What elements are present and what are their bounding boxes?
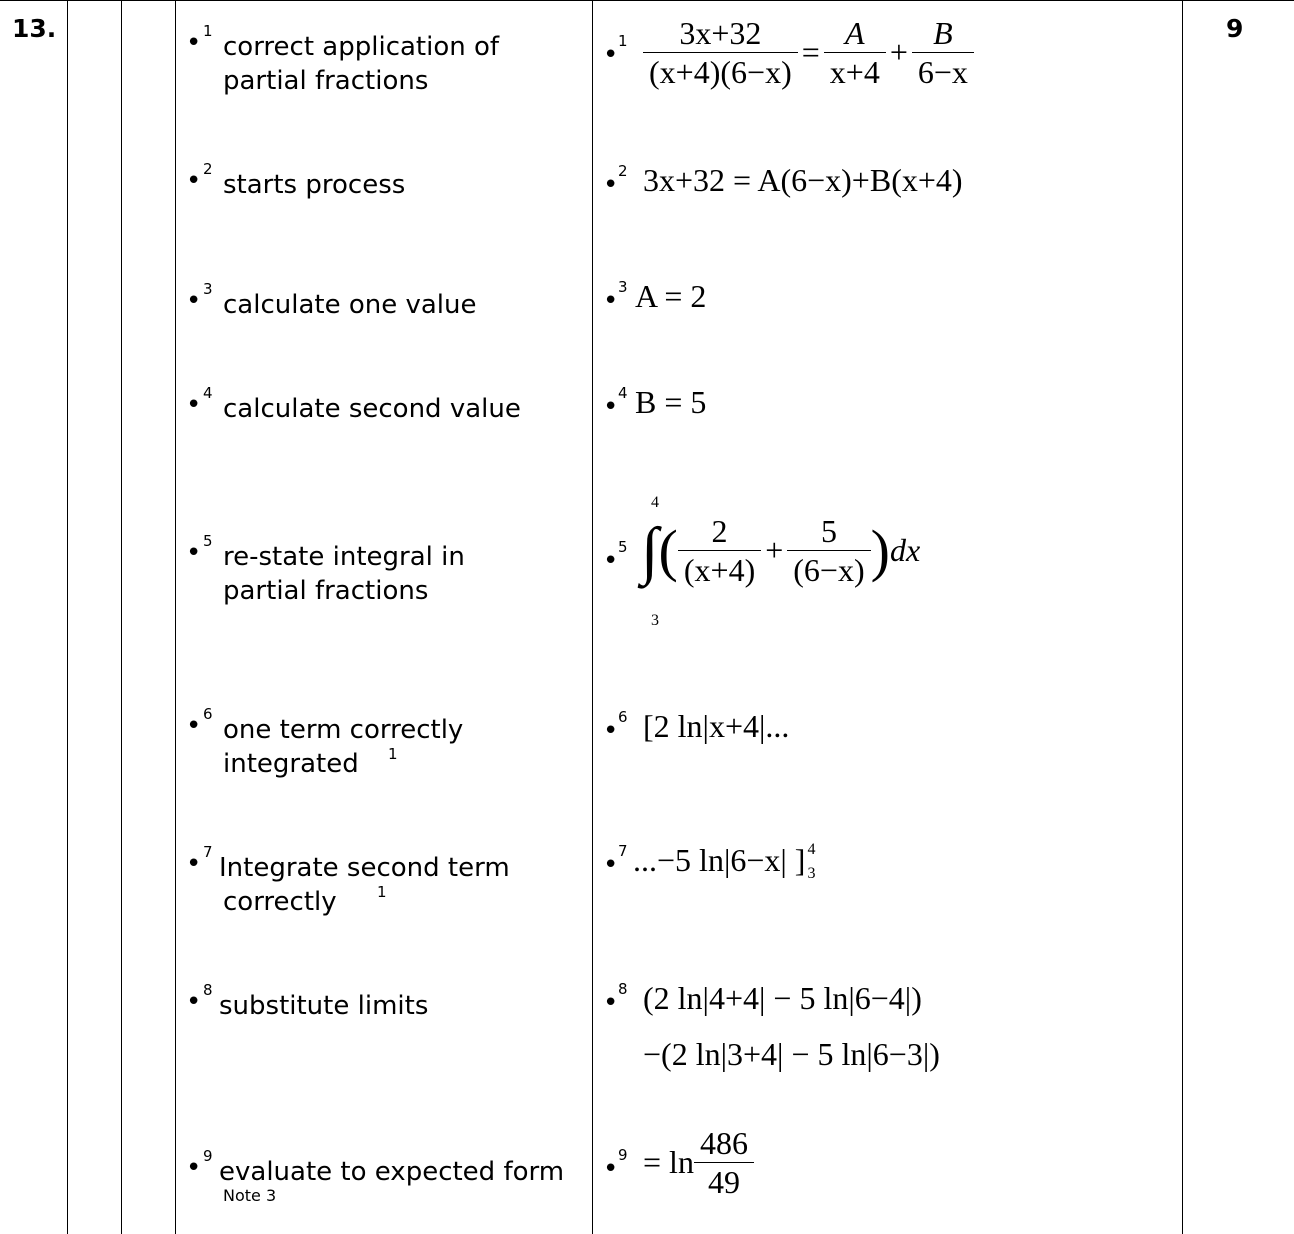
bullet-number: 4 <box>203 384 213 402</box>
column-divider <box>592 0 593 1234</box>
bullet: • <box>186 28 202 58</box>
criterion-line: partial fractions <box>223 576 429 606</box>
table-top-border <box>0 0 1294 1</box>
plus-sign: + <box>889 34 908 70</box>
criterion-line: evaluate to expected form <box>219 1157 565 1187</box>
criterion-line: calculate second value <box>223 394 521 424</box>
criterion-5 <box>186 532 586 608</box>
total-marks: 9 <box>1226 14 1244 43</box>
criterion-4 <box>186 384 586 426</box>
bullet: • <box>186 538 202 568</box>
criterion-8 <box>186 981 586 1023</box>
column-divider <box>175 0 176 1234</box>
right-bracket: ) <box>870 518 890 583</box>
math-expression: B = 5 <box>635 384 707 420</box>
bullet: • <box>603 170 619 200</box>
evaluation-limits <box>805 841 819 882</box>
note-reference: 1 <box>377 883 387 901</box>
bullet-number: 3 <box>203 280 213 298</box>
column-divider <box>1182 0 1183 1234</box>
note-label: Note 3 <box>223 1186 277 1205</box>
criterion-line: one term correctly <box>223 715 464 745</box>
partial-fraction-equation <box>643 14 974 91</box>
bullet: • <box>186 1153 202 1183</box>
bullet-number: 7 <box>203 843 213 861</box>
definite-integral <box>641 512 920 589</box>
integral-upper-limit: 4 <box>651 494 659 511</box>
question-number: 13. <box>12 14 57 43</box>
bullet-number: 4 <box>618 384 628 402</box>
bullet: • <box>603 850 619 880</box>
criterion-7 <box>186 843 586 919</box>
final-answer <box>643 1124 754 1201</box>
denominator: x+4 <box>829 54 880 90</box>
bullet-number: 9 <box>618 1146 628 1164</box>
criterion-line: substitute limits <box>219 991 429 1021</box>
numerator: A <box>824 14 886 53</box>
bullet: • <box>603 40 619 70</box>
bullet: • <box>186 987 202 1017</box>
criterion-9 <box>186 1147 586 1205</box>
bullet-number: 9 <box>203 1147 213 1165</box>
math-expression: 3x+32 = A(6−x)+B(x+4) <box>643 162 963 198</box>
bullet: • <box>603 988 619 1018</box>
criterion-line: integrated <box>223 749 359 779</box>
bullet: • <box>603 716 619 746</box>
criterion-line: re-state integral in <box>223 542 465 572</box>
numerator: 5 <box>787 512 870 551</box>
bullet: • <box>186 849 202 879</box>
lower-limit: 3 <box>807 865 816 882</box>
bullet: • <box>186 390 202 420</box>
criterion-line: Integrate second term <box>219 853 510 883</box>
numerator: 2 <box>678 512 761 551</box>
denominator: 6−x <box>917 54 968 90</box>
bullet: • <box>603 1154 619 1184</box>
fraction <box>824 14 886 91</box>
bullet-number: 5 <box>203 532 213 550</box>
note-reference: 1 <box>388 745 398 763</box>
bullet-number: 1 <box>203 22 213 40</box>
math-expression: [2 ln|x+4|... <box>643 708 790 744</box>
numerator: 3x+32 <box>643 14 798 53</box>
math-expression: (2 ln|4+4| − 5 ln|6−4|) <box>643 980 922 1016</box>
criterion-1 <box>186 22 586 98</box>
criterion-line: calculate one value <box>223 290 477 320</box>
fraction <box>787 512 870 589</box>
integral-lower-limit: 3 <box>651 612 659 629</box>
bullet-number: 6 <box>203 705 213 723</box>
bullet-number: 2 <box>618 162 628 180</box>
bullet-number: 3 <box>618 278 628 296</box>
math-expression: A = 2 <box>635 278 707 314</box>
bullet: • <box>186 286 202 316</box>
integral-sign: ∫ <box>641 514 659 586</box>
bullet-number: 5 <box>618 538 628 556</box>
plus-sign: + <box>765 532 784 568</box>
math-expression: −(2 ln|3+4| − 5 ln|6−3|) <box>643 1036 940 1072</box>
bullet-number: 7 <box>618 842 628 860</box>
bullet: • <box>603 392 619 422</box>
upper-limit: 4 <box>807 841 816 858</box>
column-divider <box>67 0 68 1234</box>
math-expression <box>633 841 819 882</box>
fraction <box>912 14 974 91</box>
fraction <box>694 1124 754 1201</box>
bullet-number: 8 <box>203 981 213 999</box>
criterion-line: starts process <box>223 170 406 200</box>
bullet: • <box>603 546 619 576</box>
criterion-line: partial fractions <box>223 66 429 96</box>
criterion-line: correctly <box>223 887 337 917</box>
column-divider <box>121 0 122 1234</box>
denominator: (6−x) <box>793 552 865 588</box>
denominator: (x+4) <box>683 552 756 588</box>
bullet-number: 8 <box>618 980 628 998</box>
bullet: • <box>186 711 202 741</box>
criterion-6 <box>186 705 586 781</box>
numerator: B <box>912 14 974 53</box>
differential: dx <box>889 532 921 568</box>
denominator: (x+4)(6−x) <box>649 54 792 90</box>
criterion-3 <box>186 280 586 322</box>
fraction <box>643 14 798 91</box>
left-bracket: ( <box>658 518 678 583</box>
answer-prefix: = ln <box>643 1144 694 1180</box>
criterion-line: correct application of <box>223 32 500 62</box>
integrated-term: ...−5 ln|6−x| ] <box>633 842 806 878</box>
bullet: • <box>186 166 202 196</box>
numerator: 486 <box>694 1124 754 1163</box>
denominator: 49 <box>707 1164 740 1200</box>
fraction <box>678 512 761 589</box>
equals-sign: = <box>801 34 820 70</box>
criterion-2 <box>186 160 586 202</box>
bullet: • <box>603 286 619 316</box>
bullet-number: 2 <box>203 160 213 178</box>
bullet-number: 6 <box>618 708 628 726</box>
bullet-number: 1 <box>618 32 628 50</box>
